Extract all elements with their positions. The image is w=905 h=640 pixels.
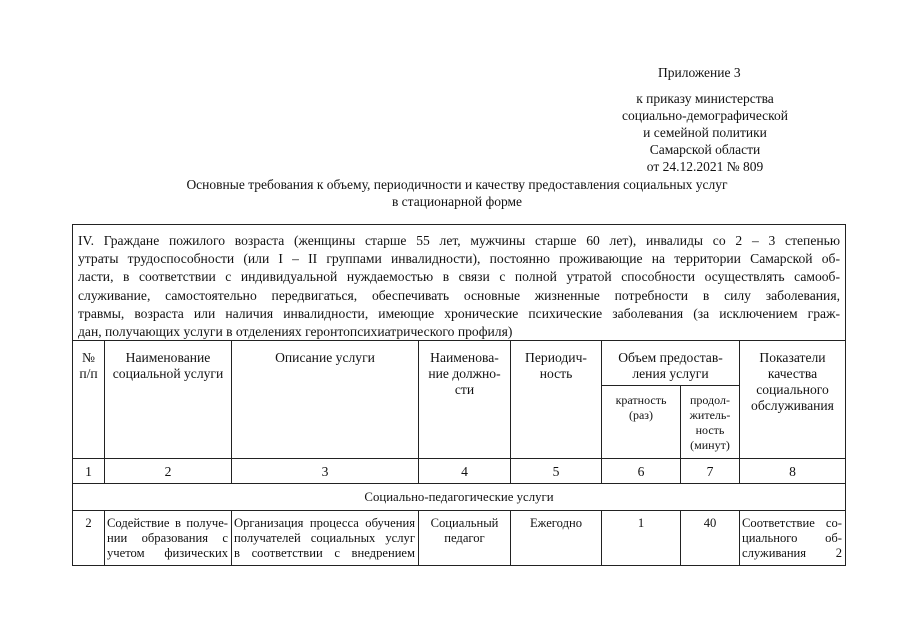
column-number: 7 (706, 464, 714, 479)
column-number: 6 (637, 464, 645, 479)
row-multiplicity: 1 (637, 516, 645, 530)
appendix-line: и семейной политики (643, 125, 767, 140)
intro-line: травмы, возраста или наличия инвалидности, имеющие хронические психические заболевания (за исключением граж- (78, 305, 840, 321)
section-title: Социально-педагогические услуги (364, 490, 554, 504)
appendix-title: Приложение 3 (658, 65, 741, 80)
appendix-line: социально-демографической (621, 108, 789, 123)
row-num: 2 (85, 516, 92, 530)
column-number: 1 (85, 464, 92, 479)
page-title: Основные требования к объему, периодичности и качеству предоставления социальных услуг (186, 177, 728, 192)
header-duration: продол- житель- ность (минут) (689, 393, 731, 452)
intro-line: служивание, самостоятельно передвигаться, обеспечивать основные жизненные потребности в силу заболевания, (78, 287, 840, 303)
column-number: 2 (164, 464, 172, 479)
appendix-line: к приказу министерства (636, 91, 774, 106)
column-number: 8 (789, 464, 796, 479)
row-service-name: Содействие в получе- нии образования с учетом физических (107, 516, 228, 560)
intro-line: IV. Граждане пожилого возраста (женщины старше 55 лет, мужчины старше 60 лет), инвалиды со 2 – 3 степенью (78, 233, 840, 248)
header-periodicity: Периодич- ность (525, 350, 587, 381)
row-quality: Соответствие со- циального об- служивания 2 (742, 516, 842, 560)
column-number: 5 (552, 464, 560, 479)
intro-line: дан, получающих услуги в отделениях геронтопсихиатрического профиля) (78, 324, 513, 340)
header-service-name: Наименование социальной услуги (112, 350, 224, 381)
row-duration: 40 (703, 516, 717, 530)
row-description: Организация процесса обучения получателей социальных услуг в соответствии с внедрением (234, 516, 415, 560)
header-description: Описание услуги (275, 350, 375, 365)
header-multiplicity: кратность (раз) (615, 393, 667, 422)
column-number: 4 (461, 464, 468, 479)
appendix-line: Самарской области (649, 142, 761, 157)
row-periodicity: Ежегодно (529, 516, 583, 530)
intro-line: ласти, в соответствии с индивидуальной нуждаемостью в связи с полной утратой способности осуществлять самооб- (78, 269, 840, 285)
header-position: Наименова- ние должно- сти (428, 350, 501, 397)
header-num: № п/п (79, 350, 98, 381)
header-volume: Объем предостав- ления услуги (618, 350, 723, 381)
column-number: 3 (321, 464, 329, 479)
section-intro (78, 232, 840, 341)
header-quality: Показатели качества социального обслуживания (751, 350, 834, 413)
intro-line: утраты трудоспособности (или I – II группами инвалидности), постоянно проживающие на территории Самарской об- (78, 251, 840, 267)
row-position: Социальный педагог (430, 516, 499, 545)
page-subtitle: в стационарной форме (391, 194, 523, 209)
appendix-line: от 24.12.2021 № 809 (646, 159, 764, 174)
